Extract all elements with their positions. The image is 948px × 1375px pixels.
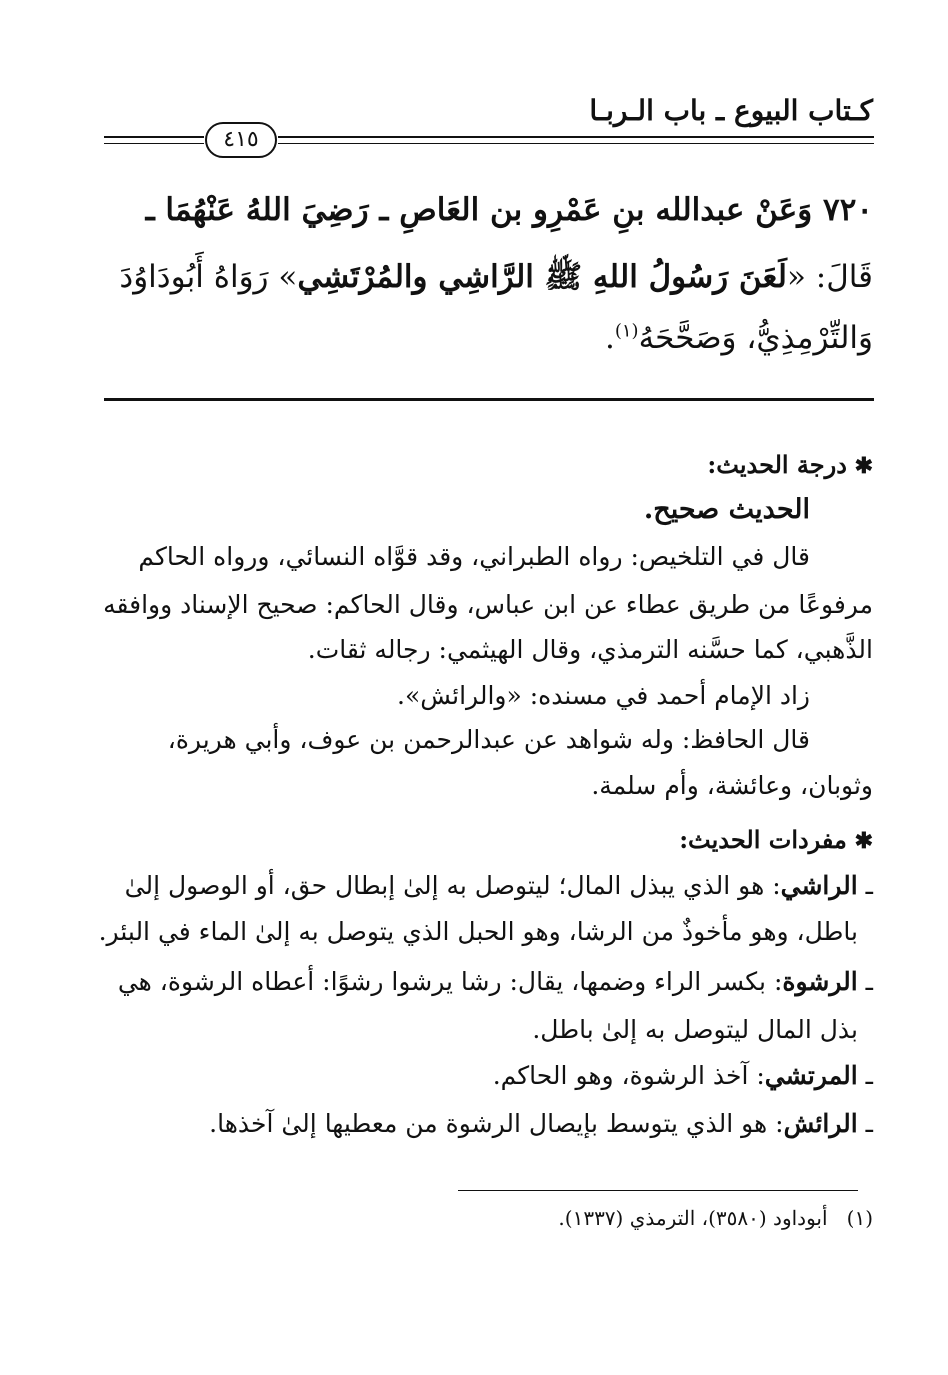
hadith-rawahu: » رَوَاهُ أَبُودَاوُدَ [119, 259, 298, 295]
asterisk-icon: ✱ [846, 453, 873, 479]
hadith-line-3 [605, 320, 873, 356]
grade-line-2: مرفوعًا من طريق عطاء عن ابن عباس، وقال الحاكم: صحيح الإسناد ووافقه [103, 590, 873, 619]
hadith-qala: قَالَ: « [786, 259, 873, 295]
vocab-item-rashwa: ـ الرشوة: بكسر الراء وضمها، يقال: رشا يرشوا رشوًا: أعطاه الرشوة، هي [117, 967, 873, 996]
vocab-definition: : هو الذي يتوسط بإيصال الرشوة من معطيها إلىٰ آخذها. [209, 1109, 784, 1138]
header-rule-left-thin [104, 143, 204, 144]
vocab-item-rashi-cont: باطل، وهو مأخوذٌ من الرشا، وهو الحبل الذي يتوصل به إلىٰ الماء في البئر. [98, 917, 858, 946]
grade-line-1: قال في التلخيص: رواه الطبراني، وقد قوَّاه النسائي، ورواه الحاكم [138, 542, 810, 571]
footnote-marker: (١) [846, 1206, 873, 1230]
vocab-term: الرشوة [782, 967, 858, 996]
vocab-heading [679, 820, 873, 861]
grade-line-6: وثوبان، وعائشة، وأم سلمة. [591, 771, 873, 800]
hadith-number: ٧٢٠ [823, 192, 873, 228]
grade-heading-text: درجة الحديث: [707, 450, 847, 479]
header-rule-right [278, 136, 874, 138]
footnote-rule [458, 1190, 858, 1191]
hadith-end: . [604, 320, 615, 356]
footnote-text: أبوداود (٣٥٨٠)، الترمذي (١٣٣٧). [558, 1206, 828, 1230]
header-rule-right-thin [278, 143, 874, 144]
vocab-definition: : هو الذي يبذل المال؛ ليتوصل به إلىٰ إبطال حق، أو الوصول إلىٰ [124, 871, 781, 900]
vocab-heading-text: مفردات الحديث: [679, 825, 847, 854]
asterisk-icon: ✱ [846, 828, 873, 854]
header-rule-left [104, 136, 204, 138]
running-title: كـتاب البيوع ـ باب الـربـا [589, 94, 873, 127]
vocab-definition: : بكسر الراء وضمها، يقال: رشا يرشوا رشوًا: أعطاه الرشوة، هي [117, 967, 783, 996]
vocab-item-murtashi: ـ المرتشي: آخذ الرشوة، وهو الحاكم. [492, 1061, 873, 1090]
vocab-item-raish: ـ الرائش: هو الذي يتوسط بإيصال الرشوة من معطيها إلىٰ آخذها. [209, 1109, 873, 1138]
vocab-term: الراشي [780, 871, 858, 900]
grade-line-3: الذَّهبي، كما حسَّنه الترمذي، وقال الهيثمي: رجاله ثقات. [307, 635, 873, 664]
vocab-term: الرائش [783, 1109, 858, 1138]
grade-heading [707, 445, 873, 486]
vocab-definition: : آخذ الرشوة، وهو الحاكم. [492, 1061, 765, 1090]
hadith-narrator: وَعَنْ عبدالله بنِ عَمْرِو بن العَاصِ ـ رَضِيَ اللهُ عَنْهُمَا ـ [145, 192, 813, 228]
vocab-item-rashwa-cont: بذل المال ليتوصل به إلىٰ باطل. [532, 1015, 858, 1044]
hadith-matn: لَعَنَ رَسُولُ اللهِ ﷺ الرَّاشِي والمُرْتَشِي [297, 259, 787, 295]
footnote [558, 1206, 873, 1230]
hadith-line-2 [119, 258, 873, 303]
footnote-ref: (١) [614, 320, 639, 342]
hadith-line-1 [146, 192, 873, 228]
vocab-item-rashi: ـ الراشي: هو الذي يبذل المال؛ ليتوصل به إلىٰ إبطال حق، أو الوصول إلىٰ [124, 871, 873, 900]
vocab-term: المرتشي [764, 1061, 858, 1090]
hadith-source: وَالتِّرْمِذِيُّ، وَصَحَّحَهُ [638, 320, 873, 356]
hadith-separator [104, 398, 874, 401]
page-number: ٤١٥ [205, 122, 277, 158]
grade-line-5: قال الحافظ: وله شواهد عن عبدالرحمن بن عوف، وأبي هريرة، [167, 725, 810, 754]
grade-verdict: الحديث صحيح. [643, 494, 810, 525]
grade-line-4: زاد الإمام أحمد في مسنده: «والرائش». [397, 681, 810, 710]
